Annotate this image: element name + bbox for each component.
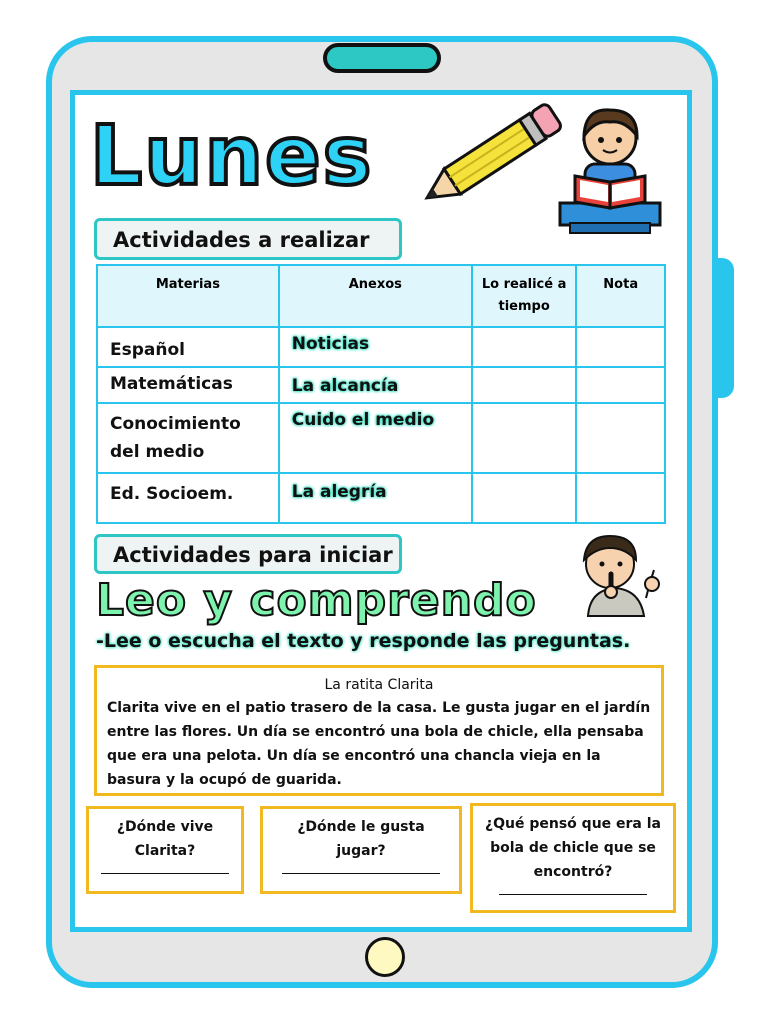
question-box [470,803,676,913]
done-on-time-cell[interactable] [472,327,577,367]
done-on-time-cell[interactable] [472,473,577,523]
story-title: La ratita Clarita [324,677,434,693]
annex-cell: Noticias [279,327,472,367]
answer-line[interactable] [101,867,229,874]
grade-cell[interactable] [576,327,665,367]
table-row [97,473,665,523]
schedule-table [96,264,666,524]
question-box [260,806,462,894]
table-row [97,327,665,367]
day-title: Lunes [90,109,374,204]
question-text: ¿Dónde le gusta jugar? [297,819,425,859]
grade-cell[interactable] [576,473,665,523]
instruction-text: -Lee o escucha el texto y responde las preguntas. [96,630,631,652]
subject-cell: Conocimiento del medio [97,403,279,473]
question-text: ¿Qué pensó que era la bola de chicle que se encontró? [485,816,661,880]
table-row [97,367,665,403]
story-text: Clarita vive en el patio trasero de la casa. Le gusta jugar en el jardín entre las flores. Un día se encontró una bola de chicle, ella pensaba que era una pelota. Un día se encontró una chancla vieja en la basura y la ocupó de guarida. [107,700,651,788]
boy-thinking-icon [570,528,665,618]
subject-cell: Ed. Socioem. [97,473,279,523]
header-materias: Materias [97,265,279,327]
story-box [94,665,664,796]
activities-start-label: Actividades para iniciar [94,534,402,574]
section-subtitle: Leo y comprendo [96,575,537,626]
header-nota: Nota [576,265,665,327]
tablet-side-button [712,258,734,398]
question-box [86,806,244,894]
annex-cell: Cuido el medio [279,403,472,473]
pencil-icon [405,100,575,215]
done-on-time-cell[interactable] [472,367,577,403]
annex-cell: La alcancía [279,367,472,403]
table-row [97,403,665,473]
subject-cell: Matemáticas [97,367,279,403]
annex-cell: La alegría [279,473,472,523]
question-text: ¿Dónde vive Clarita? [116,819,214,859]
tablet-home-button [365,937,405,977]
answer-line[interactable] [282,867,440,874]
activities-todo-label: Actividades a realizar [94,218,402,260]
boy-reading-icon [555,98,665,236]
answer-line[interactable] [499,888,647,895]
grade-cell[interactable] [576,367,665,403]
grade-cell[interactable] [576,403,665,473]
header-anexos: Anexos [279,265,472,327]
table-header-row [97,265,665,327]
subject-cell: Español [97,327,279,367]
tablet-speaker [323,43,441,73]
header-lo-realice: Lo realicé a tiempo [472,265,577,327]
done-on-time-cell[interactable] [472,403,577,473]
